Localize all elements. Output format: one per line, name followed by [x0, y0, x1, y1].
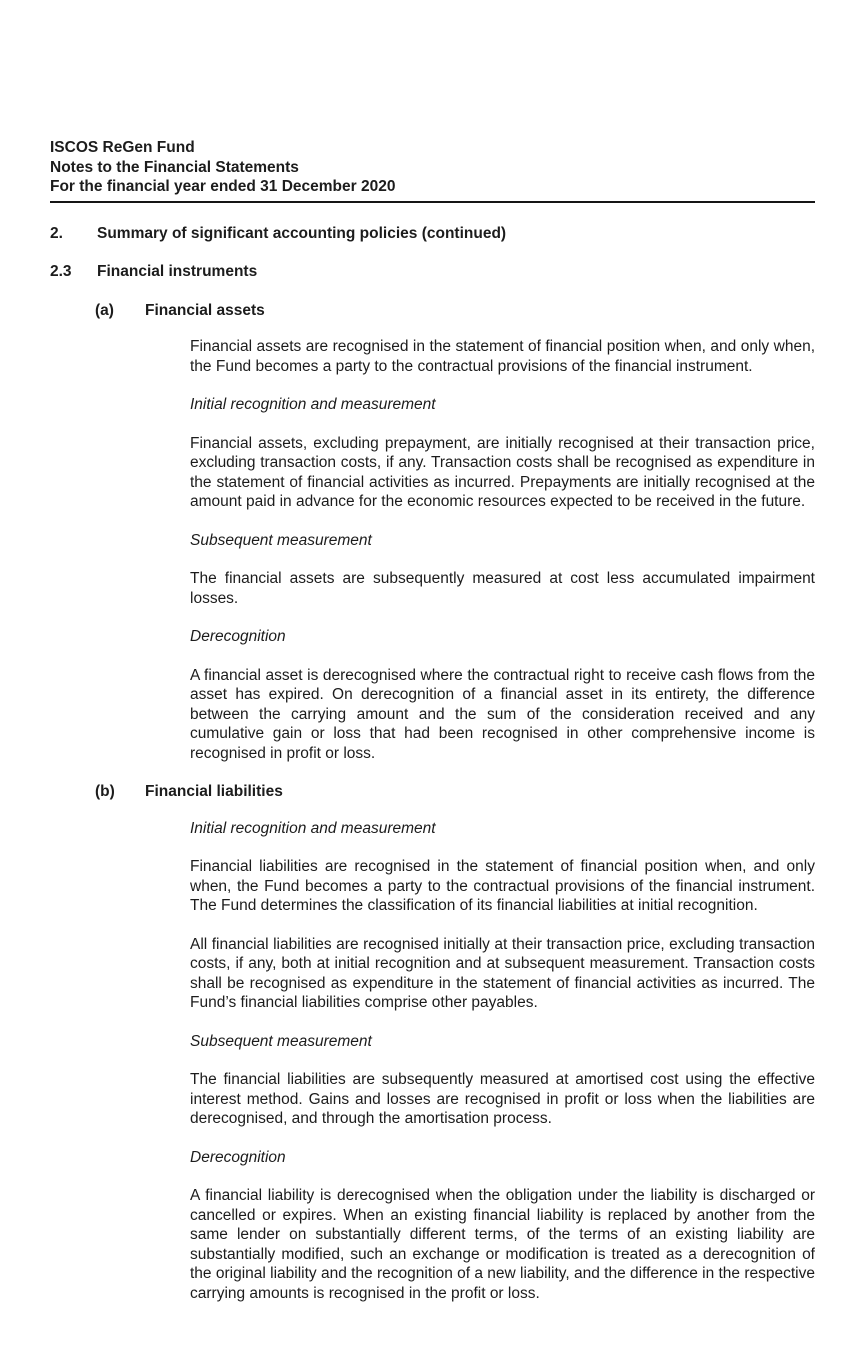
part-a	[95, 301, 815, 764]
subsection-number: 2.3	[50, 263, 72, 280]
heading-derecognition: Derecognition	[190, 1148, 286, 1166]
heading-initial-recognition: Initial recognition and measurement	[190, 819, 436, 837]
part-b-body	[190, 819, 815, 1304]
part-a-title: Financial assets	[145, 301, 265, 319]
section-heading	[50, 224, 815, 244]
part-b	[95, 782, 815, 1303]
paragraph-initial-measurement: All financial liabilities are recognised initially at their transaction price, excluding transaction costs, if any, both at initial recognition and at subsequent measurement. Transaction costs shall be recognised as expenditure in the statement of financial activities as incurred. The Fund’s financial liabilities comprise other payables.	[190, 935, 815, 1011]
section-number: 2.	[50, 224, 63, 242]
paragraph-subsequent-measurement: The financial liabilities are subsequently measured at amortised cost using the effective interest method. Gains and losses are recognised in profit or loss when the liabilities are derecognised, and through the amortisation process.	[190, 1071, 815, 1127]
paragraph-derecognition: A financial liability is derecognised when the obligation under the liability is discharged or cancelled or expires. When an existing financial liability is replaced by another from the same lender on substantially different terms, of the terms of an existing liability are substantially modified, such an exchange or modification is treated as a derecognition of the original liability and the recognition of a new liability, and the difference in the respective carrying amounts is recognised in the profit or loss.	[190, 1187, 815, 1302]
part-b-label: (b)	[95, 783, 115, 800]
part-a-label: (a)	[95, 301, 114, 319]
paragraph-derecognition: A financial asset is derecognised where the contractual right to receive cash flows from the asset has expired. On derecognition of a financial asset in its entirety, the difference between the carrying amount and the sum of the consideration received and any cumulative gain or loss that had been recognised in other comprehensive income is recognised in profit or loss.	[190, 666, 815, 762]
subsection-title: Financial instruments	[97, 263, 258, 280]
heading-subsequent-measurement: Subsequent measurement	[190, 531, 372, 549]
paragraph-recognition: Financial assets are recognised in the statement of financial position when, and only when, the Fund becomes a party to the contractual provisions of the financial instrument.	[190, 338, 815, 375]
heading-subsequent-measurement: Subsequent measurement	[190, 1032, 372, 1050]
fund-name: ISCOS ReGen Fund	[50, 139, 195, 156]
part-b-heading	[95, 782, 815, 802]
report-period: For the financial year ended 31 December 2020	[50, 178, 396, 195]
document-title: Notes to the Financial Statements	[50, 158, 299, 176]
paragraph-recognition: Financial liabilities are recognised in the statement of financial position when, and only when, the Fund becomes a party to the contractual provisions of the financial instrument. The Fund determines the classification of its financial liabilities at initial recognition.	[190, 858, 815, 914]
part-a-body	[190, 337, 815, 763]
heading-derecognition: Derecognition	[190, 628, 286, 645]
paragraph-initial-recognition: Financial assets, excluding prepayment, are initially recognised at their transaction price, excluding transaction costs, if any. Transaction costs shall be recognised as expenditure in the statement of financial activities as incurred. Prepayments are initially recognised at the amount paid in advance for the economic resources expected to be received in the future.	[190, 434, 815, 510]
part-a-heading	[95, 301, 815, 321]
section-title: Summary of significant accounting policies (continued)	[97, 224, 507, 242]
heading-initial-recognition: Initial recognition and measurement	[190, 396, 436, 413]
subsection-heading	[50, 262, 815, 282]
paragraph-subsequent-measurement: The financial assets are subsequently measured at cost less accumulated impairment losses.	[190, 570, 815, 607]
part-b-title: Financial liabilities	[145, 783, 283, 800]
document-header	[50, 138, 815, 203]
